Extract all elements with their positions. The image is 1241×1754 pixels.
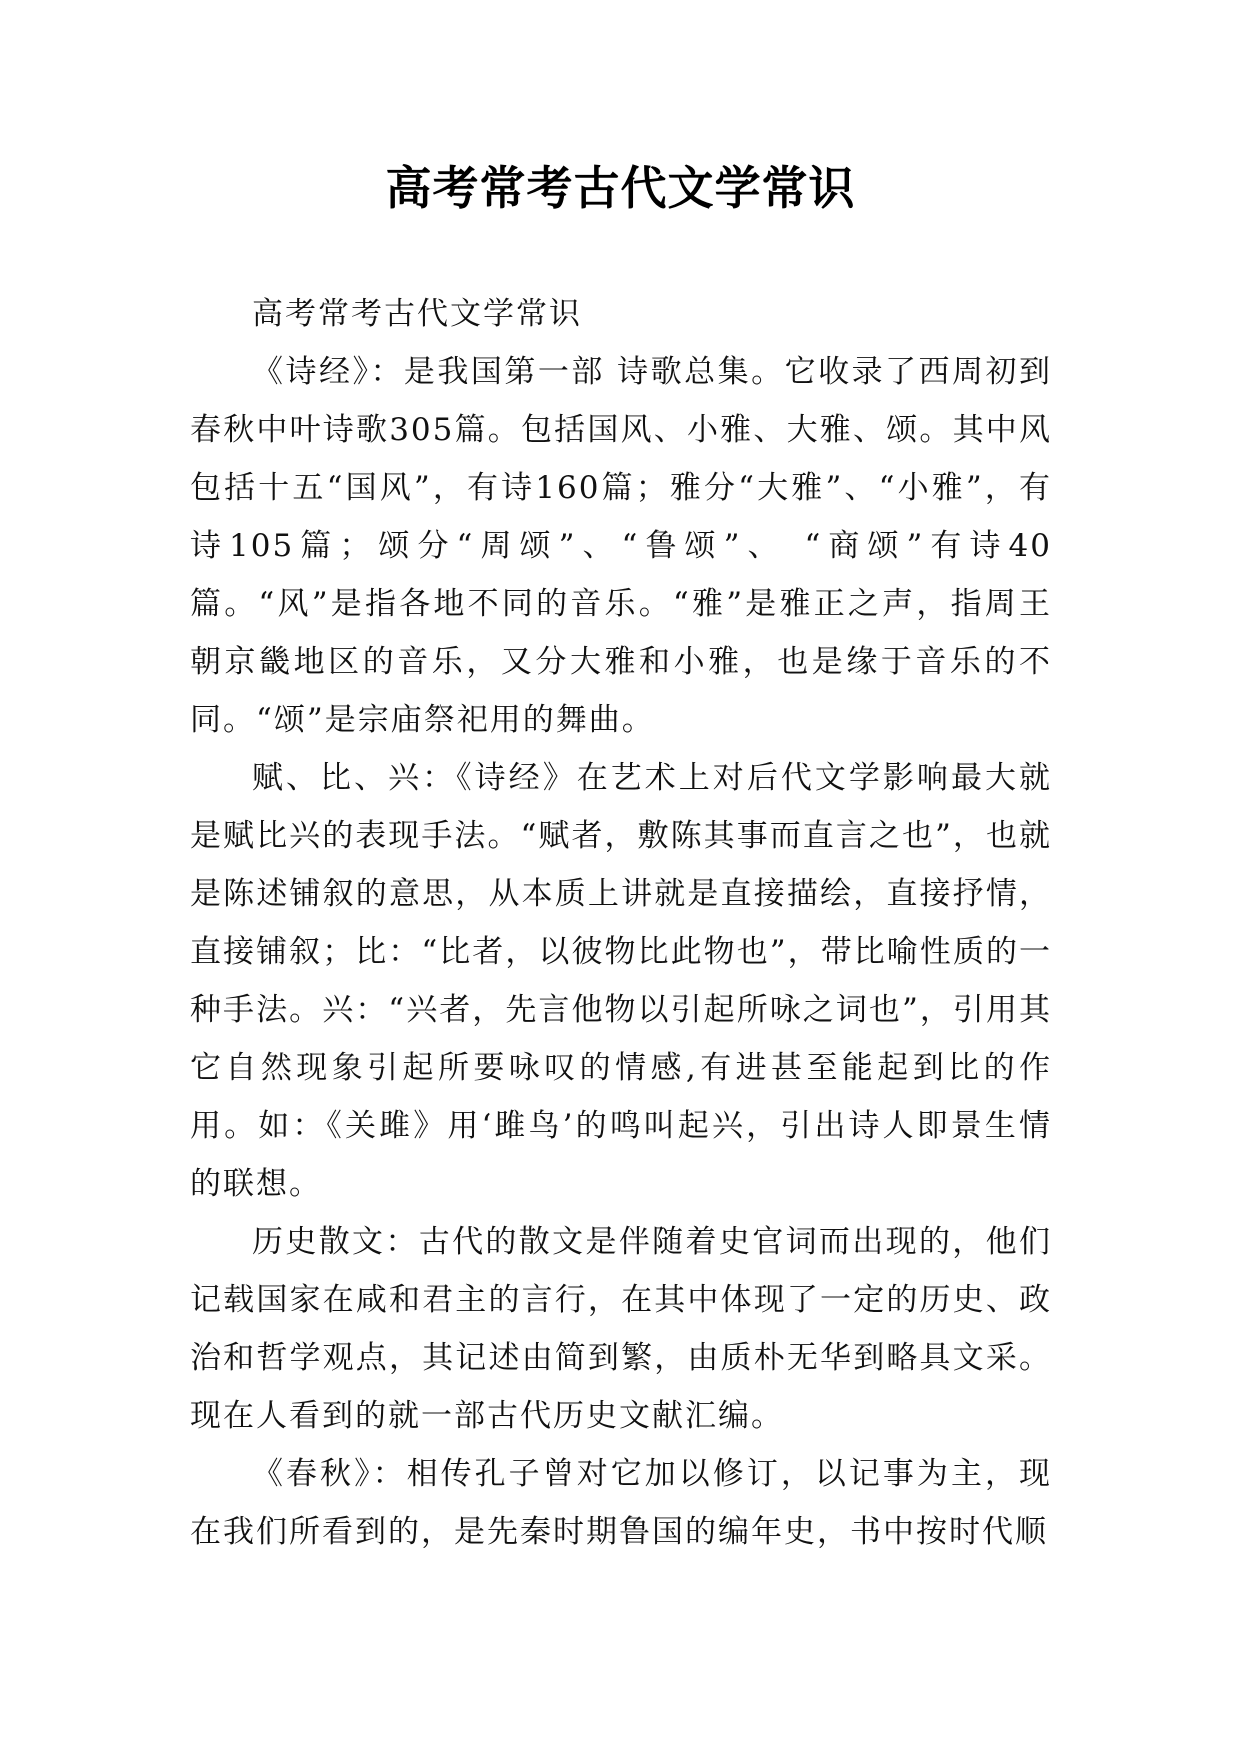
paragraph-subtitle: 高考常考古代文学常识 bbox=[252, 296, 582, 332]
paragraph-shijing: 《诗经》：是我国第一部 诗歌总集。它收录了西周初到春秋中叶诗歌305篇。包括国风、小雅、大雅、颂。其中风包括十五“国风”，有诗160篇；雅分“大雅”、“小雅”，有诗105篇；颂分“周颂”、“鲁颂”、 “商颂”有诗40篇。“风”是指各地不同的音乐。“雅”是雅正之声，指周王朝京畿地区的音乐，又分大雅和小雅，也是缘于音乐的不同。“颂”是宗庙祭祀用的舞曲。 bbox=[190, 354, 1052, 738]
document-title: 高考常考古代文学常识 bbox=[385, 161, 856, 215]
paragraph-fu-bi-xing: 赋、比、兴：《诗经》在艺术上对后代文学影响最大就是赋比兴的表现手法。“赋者，敷陈其事而直言之也”，也就是陈述铺叙的意思，从本质上讲就是直接描绘，直接抒情，直接铺叙；比：“比者，以彼物比此物也”，带比喻性质的一种手法。兴：“兴者，先言他物以引起所咏之词也”，引用其它自然现象引起所要咏叹的情感,有进甚至能起到比的作用。如：《关雎》用‘雎鸟’的鸣叫起兴，引出诗人即景生情的联想。 bbox=[190, 760, 1052, 1202]
document-body bbox=[190, 285, 1052, 1561]
paragraph-chunqiu: 《春秋》：相传孔子曾对它加以修订，以记事为主，现在我们所看到的，是先秦时期鲁国的编年史，书中按时代顺 bbox=[190, 1456, 1052, 1550]
paragraph-historical-prose: 历史散文：古代的散文是伴随着史官词而出现的，他们记载国家在咸和君主的言行，在其中体现了一定的历史、政治和哲学观点，其记述由简到繁，由质朴无华到略具文采。现在人看到的就一部古代历史文献汇编。 bbox=[190, 1224, 1052, 1434]
